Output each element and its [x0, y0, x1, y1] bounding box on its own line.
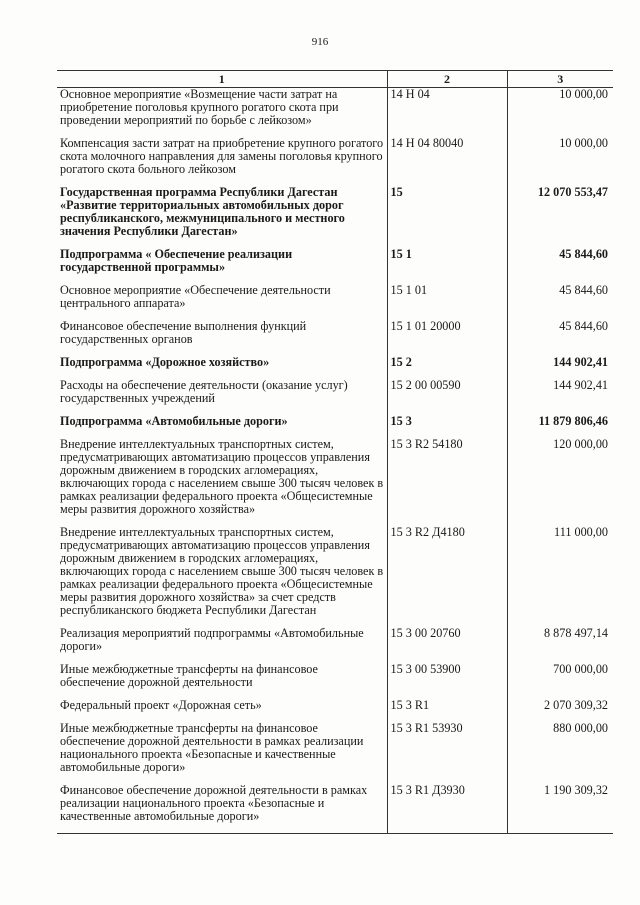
- table-row: [57, 320, 613, 356]
- row-name: Реализация мероприятий подпрограммы «Автомобильные дороги»: [60, 626, 364, 653]
- row-amount: 10 000,00: [507, 88, 613, 138]
- row-code: 14 Н 04: [387, 88, 507, 138]
- row-name: Основное мероприятие «Обеспечение деятельности центрального аппарата»: [60, 283, 331, 310]
- row-code: 15 1: [387, 248, 507, 284]
- row-code: 15 2: [387, 356, 507, 379]
- row-code: 15 3 00 53900: [387, 663, 507, 699]
- row-amount: 2 070 309,32: [507, 699, 613, 722]
- row-amount: 111 000,00: [507, 526, 613, 627]
- row-amount: 45 844,60: [507, 248, 613, 284]
- row-code: 15: [387, 186, 507, 248]
- row-amount: 10 000,00: [507, 137, 613, 186]
- table-row: [57, 663, 613, 699]
- table-row: [57, 284, 613, 320]
- row-name: Финансовое обеспечение выполнения функций государственных органов: [60, 319, 307, 346]
- row-amount: 12 070 553,47: [507, 186, 613, 248]
- table-row: [57, 415, 613, 438]
- row-name: Иные межбюджетные трансферты на финансовое обеспечение дорожной деятельности: [60, 662, 318, 689]
- row-code: 15 2 00 00590: [387, 379, 507, 415]
- row-code: 15 3: [387, 415, 507, 438]
- row-code: 15 3 R1 53930: [387, 722, 507, 784]
- row-code: 15 1 01 20000: [387, 320, 507, 356]
- row-amount: 120 000,00: [507, 438, 613, 526]
- row-name: Иные межбюджетные трансферты на финансовое обеспечение дорожной деятельности в рамках реализации национального проекта «Безопасные и качественные автомобильные дороги»: [60, 721, 364, 774]
- table-row: [57, 699, 613, 722]
- budget-table: [57, 70, 613, 834]
- row-amount: 144 902,41: [507, 379, 613, 415]
- table-row: [57, 722, 613, 784]
- row-name: Подпрограмма «Автомобильные дороги»: [60, 414, 288, 428]
- row-amount: 144 902,41: [507, 356, 613, 379]
- table-row: [57, 88, 613, 138]
- row-amount: 45 844,60: [507, 284, 613, 320]
- table-row: [57, 356, 613, 379]
- row-amount: 880 000,00: [507, 722, 613, 784]
- row-amount: 45 844,60: [507, 320, 613, 356]
- column-header-code: 2: [387, 71, 507, 88]
- row-name: Подпрограмма «Дорожное хозяйство»: [60, 355, 270, 369]
- row-code: 15 3 R2 Д4180: [387, 526, 507, 627]
- row-code: 14 Н 04 80040: [387, 137, 507, 186]
- row-name: Подпрограмма « Обеспечение реализации государственной программы»: [60, 247, 293, 274]
- table-row: [57, 784, 613, 834]
- table-row: [57, 438, 613, 526]
- table-body: [57, 88, 613, 834]
- row-code: 15 3 R2 54180: [387, 438, 507, 526]
- table-row: [57, 627, 613, 663]
- row-name: Внедрение интеллектуальных транспортных систем, предусматривающих автоматизацию процессов управления дорожным движением в городских агломерациях, включающих города с населением свыше 300 тысяч человек в рамках реализации федерального проекта «Общесистемные меры развития дорожного хозяйства» за счет средств республиканского бюджета Республики Дагестан: [60, 525, 384, 617]
- row-amount: 8 878 497,14: [507, 627, 613, 663]
- table-header-row: [57, 71, 613, 88]
- table-row: [57, 186, 613, 248]
- row-code: 15 1 01: [387, 284, 507, 320]
- page-number: 916: [311, 36, 329, 48]
- column-header-name: 1: [57, 71, 387, 88]
- table-row: [57, 379, 613, 415]
- table-row: [57, 526, 613, 627]
- row-name: Компенсация засти затрат на приобретение крупного рогатого скота молочного направления для замены поголовья крупного рогатого скота больного лейкозом: [60, 136, 384, 176]
- row-code: 15 3 00 20760: [387, 627, 507, 663]
- row-name: Внедрение интеллектуальных транспортных систем, предусматривающих автоматизацию процессов управления дорожным движением в городских агломерациях, включающих города с населением свыше 300 тысяч человек в рамках реализации федерального проекта «Общесистемные меры развития дорожного хозяйства»: [60, 437, 384, 516]
- row-amount: 700 000,00: [507, 663, 613, 699]
- row-amount: 11 879 806,46: [507, 415, 613, 438]
- row-amount: 1 190 309,32: [507, 784, 613, 834]
- column-header-amount: 3: [507, 71, 613, 88]
- table-row: [57, 248, 613, 284]
- row-name: Расходы на обеспечение деятельности (оказание услуг) государственных учреждений: [60, 378, 348, 405]
- table-row: [57, 137, 613, 186]
- row-code: 15 3 R1 Д3930: [387, 784, 507, 834]
- row-name: Государственная программа Республики Дагестан «Развитие территориальных автомобильных дорог республиканского, межмуниципального и местного значения Республики Дагестан»: [60, 185, 345, 238]
- row-name: Основное мероприятие «Возмещение части затрат на приобретение поголовья крупного рогатого скота при проведении мероприятий по борьбе с лейкозом»: [60, 87, 339, 127]
- row-code: 15 3 R1: [387, 699, 507, 722]
- row-name: Федеральный проект «Дорожная сеть»: [60, 698, 262, 712]
- row-name: Финансовое обеспечение дорожной деятельности в рамках реализации национального проекта «Безопасные и качественные автомобильные дороги»: [57, 784, 387, 834]
